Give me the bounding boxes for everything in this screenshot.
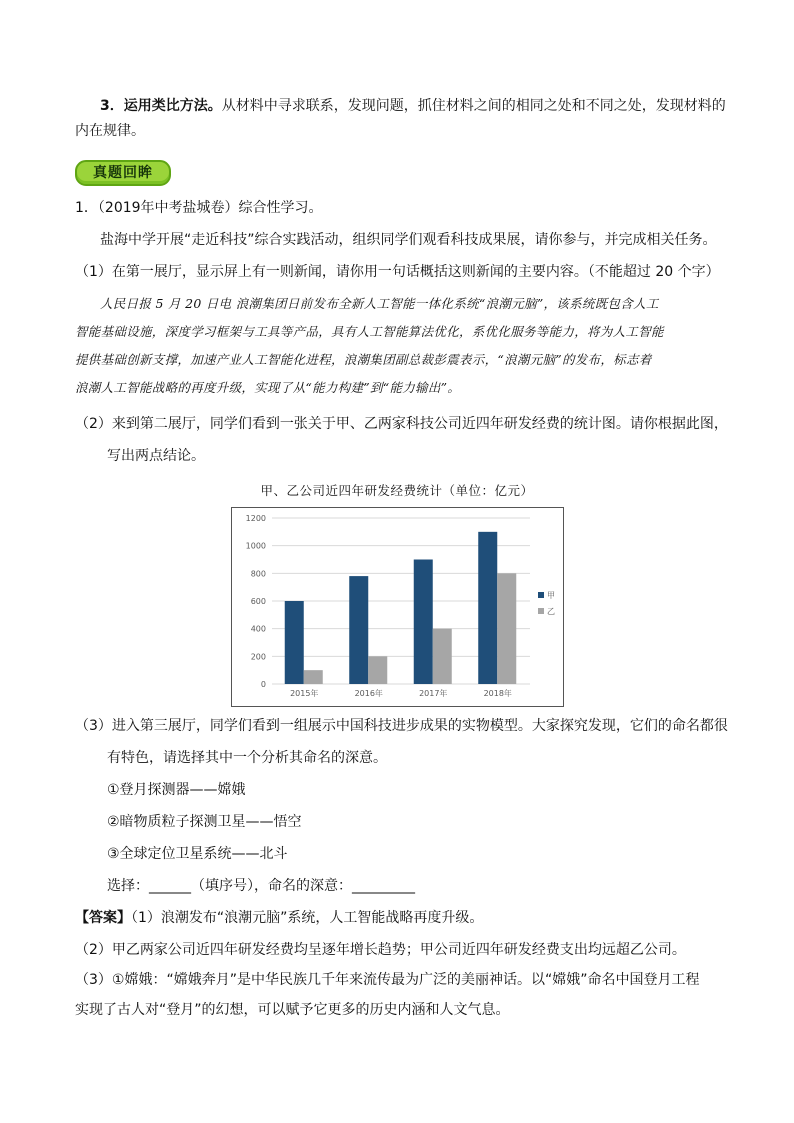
bar-甲 [478,532,497,684]
chart-frame [231,507,564,707]
legend-swatch [538,608,544,614]
x-tick-label: 2018年 [483,689,512,698]
y-tick-label: 400 [250,624,266,634]
bar-甲 [349,576,368,684]
news-line: 提供基础创新支撑，加速产业人工智能化进程，浪潮集团副总裁彭震表示，“浪潮元脑”的发布，标志着 [75,352,652,367]
method-paragraph-line1 [100,96,726,116]
answer-2: （2）甲乙两家公司近四年研发经费均呈逐年增长趋势；甲公司近四年研发经费支出均远超乙公司。 [75,942,686,958]
answer-1: （1）浪潮发布“浪潮元脑”系统，人工智能战略再度升级。 [131,910,484,926]
news-line: 智能基础设施，深度学习框架与工具等产品，具有人工智能算法优化，系优化服务等能力，将为人工智能 [75,324,664,339]
legend-label: 乙 [547,607,555,616]
news-line: 浪潮人工智能战略的再度升级，实现了从“能力构建”到“能力输出”。 [75,380,461,395]
answer-1-line [75,908,483,928]
y-tick-label: 1200 [245,514,266,523]
method-text: 从材料中寻求联系，发现问题，抓住材料之间的相同之处和不同之处，发现材料的 [221,98,726,114]
section-badge [75,160,171,186]
question-3-line1: （3）进入第三展厅，同学们看到一组展示中国科技进步成果的实物模型。大家探究发现，它们的命名都很 [75,718,728,734]
y-tick-label: 1000 [245,541,266,551]
answer-3-line1: （3）①嫦娥：“嫦娥奔月”是中华民族几千年来流传最为广泛的美丽神话。以“嫦娥”命名中国登月工程 [75,972,700,988]
method-title: 运用类比方法。 [123,98,222,114]
bar-甲 [285,601,304,684]
method-paragraph-line2: 内在规律。 [75,123,145,139]
question-intro: 盐海中学开展“走近科技”综合实践活动，组织同学们观看科技成果展，请你参与，并完成相关任务。 [100,232,717,248]
x-tick-label: 2017年 [419,689,448,698]
y-tick-label: 200 [250,652,266,662]
bar-chart [232,508,563,706]
bar-乙 [497,573,516,684]
y-tick-label: 0 [260,680,266,689]
method-number: 3． [100,98,124,114]
question-2-line1: （2）来到第二展厅，同学们看到一张关于甲、乙两家科技公司近四年研发经费的统计图。请你根据此图， [75,416,728,432]
answer-key: 【答案】 [75,910,131,926]
answer-3-line2: 实现了古人对“登月”的幻想，可以赋予它更多的历史内涵和人文气息。 [75,1002,510,1018]
question-1: （1）在第一展厅，显示屏上有一则新闻，请你用一句话概括这则新闻的主要内容。（不能超过 20 个字） [75,264,720,280]
news-line: 人民日报 5 月 20 日电 浪潮集团日前发布全新人工智能一体化系统“浪潮元脑”，该系统既包含人工 [100,296,659,311]
question-header: 1．（2019年中考盐城卷）综合性学习。 [75,200,323,216]
bar-甲 [414,560,433,685]
bar-乙 [433,629,452,684]
legend-label: 甲 [547,591,555,600]
question-3-line2: 有特色，请选择其中一个分析其命名的深意。 [107,750,387,766]
chart-title: 甲、乙公司近四年研发经费统计（单位：亿元） [260,483,534,498]
section-badge-label: 真题回眸 [93,165,153,181]
y-tick-label: 600 [250,597,266,606]
x-tick-label: 2016年 [354,689,383,698]
legend-swatch [538,592,544,598]
y-tick-label: 800 [250,569,266,579]
bar-乙 [304,670,323,684]
answer-prompt: 选择：______（填序号），命名的深意：_________ [107,878,415,894]
option-item: ③全球定位卫星系统——北斗 [107,846,288,862]
bar-乙 [368,656,387,684]
x-tick-label: 2015年 [290,689,319,698]
option-item: ①登月探测器——嫦娥 [107,782,246,798]
option-item: ②暗物质粒子探测卫星——悟空 [107,814,302,830]
question-2-line2: 写出两点结论。 [107,448,205,464]
